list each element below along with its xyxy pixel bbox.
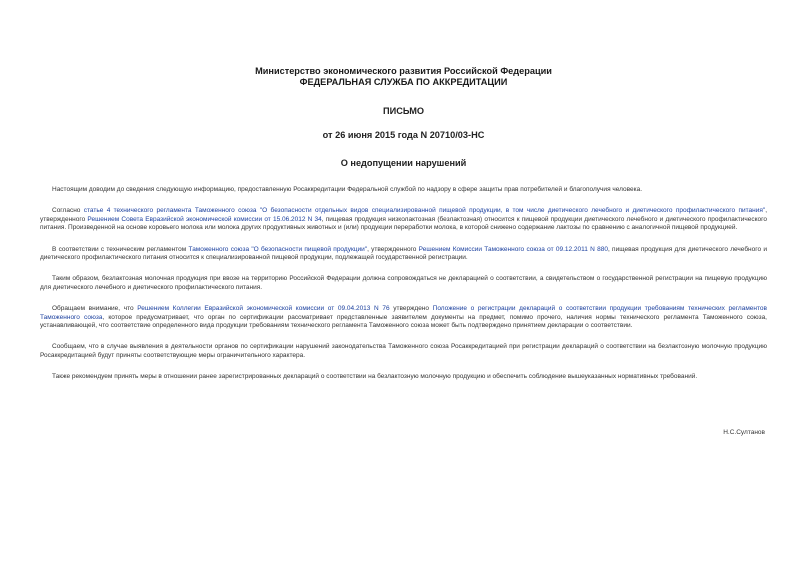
paragraph-3-text-1: В соответствии с техническим регламентом (52, 245, 189, 253)
paragraph-2-text-1: Согласно (52, 207, 84, 215)
document-header (40, 66, 767, 88)
paragraph-5 (40, 305, 767, 330)
paragraph-3-text-2: , утвержденного (367, 245, 419, 253)
paragraph-5-text-1: Обращаем внимание, что (52, 305, 138, 313)
paragraph-2-text-3: , пищевая продукция низколактозная (безлактозная) относится к пищевой продукции диетического лечебного и диетического профилактического питания. Произведенной на основе коровьего молока или молока других продуктивных животных и (или) продукции переработки молока, в которой снижено содержание лактозы по сравнению с аналогичной пищевой продукцией. (40, 215, 767, 232)
paragraph-7: Также рекомендуем принять меры в отношении ранее зарегистрированных деклараций о соответствии на безлактозную молочную продукцию и обеспечить соблюдение вышеуказанных нормативных требований. (52, 373, 698, 381)
link-tr-food-safety[interactable]: Таможенного союза "О безопасности пищевой продукции" (188, 245, 368, 253)
paragraph-5-text-3: , которое предусматривает, что орган по сертификации рассматривает представленные заявителем документы на предмет, помимо прочего, наличия нормы технического регламента Таможенного союза, устанавливающей, что соответствие определенного вида продукции требованиям технического регламента Таможенного союза может быть подтверждено принятием декларации о соответствии. (40, 313, 767, 330)
document-body (40, 186, 767, 382)
link-article-4-tr[interactable]: статье 4 технического регламента Таможенного союза "О безопасности отдельных видов специализированной пищевой продукции, в том числе диетического лечебного и диетического профилактического питания" (83, 207, 766, 215)
paragraph-1: Настоящим доводим до сведения следующую информацию, предоставленную Росаккредитации Федеральной службой по надзору в сфере защиты прав потребителей и благополучия человека. (52, 186, 643, 193)
paragraph-3 (40, 246, 767, 263)
link-eek-decision-34[interactable]: Решением Совета Евразийской экономической комиссии от 15.06.2012 N 34 (87, 215, 322, 223)
paragraph-2-text-2: , утвержденного (40, 207, 767, 223)
document-subject: О недопущении нарушений (340, 158, 467, 168)
signature: Н.С.Султанов (723, 429, 765, 436)
link-declaration-regulation[interactable]: Положение о регистрации деклараций о соответствии продукции требованиям технических регламентов Таможенного союза (40, 305, 767, 321)
paragraph-5-text-2: утверждено (389, 305, 433, 313)
document-type: ПИСЬМО (382, 106, 425, 116)
ministry-name: Министерство экономического развития Российской Федерации (255, 66, 552, 76)
paragraph-6: Сообщаем, что в случае выявления в деятельности органов по сертификации нарушений законодательства Таможенного союза Росаккредитацией при регистрации деклараций о соответствии на безлактозную молочную продукцию Росаккредитацией будут приняты соответствующие меры ограничительного характера. (40, 343, 767, 359)
link-decision-76[interactable]: Решением Коллегии Евразийской экономической комиссии от 09.04.2013 N 76 (137, 305, 390, 313)
paragraph-3-text-3: , пищевая продукция для диетического лечебного и диетического профилактического питания относится к специализированной пищевой продукции, подлежащей государственной регистрации. (40, 245, 767, 262)
link-decision-880[interactable]: Решением Комиссии Таможенного союза от 09.12.2011 N 880 (418, 245, 608, 253)
document-date-number: от 26 июня 2015 года N 20710/03-НС (322, 130, 485, 140)
paragraph-2 (40, 207, 767, 232)
service-name: ФЕДЕРАЛЬНАЯ СЛУЖБА ПО АККРЕДИТАЦИИ (299, 77, 508, 87)
paragraph-4: Таким образом, безлактозная молочная продукция при ввозе на территорию Российской Федерации должна сопровождаться не декларацией о соответствии, а свидетельством о государственной регистрации на пищевую продукцию для диетического лечебного и диетического профилактического питания. (40, 275, 767, 291)
